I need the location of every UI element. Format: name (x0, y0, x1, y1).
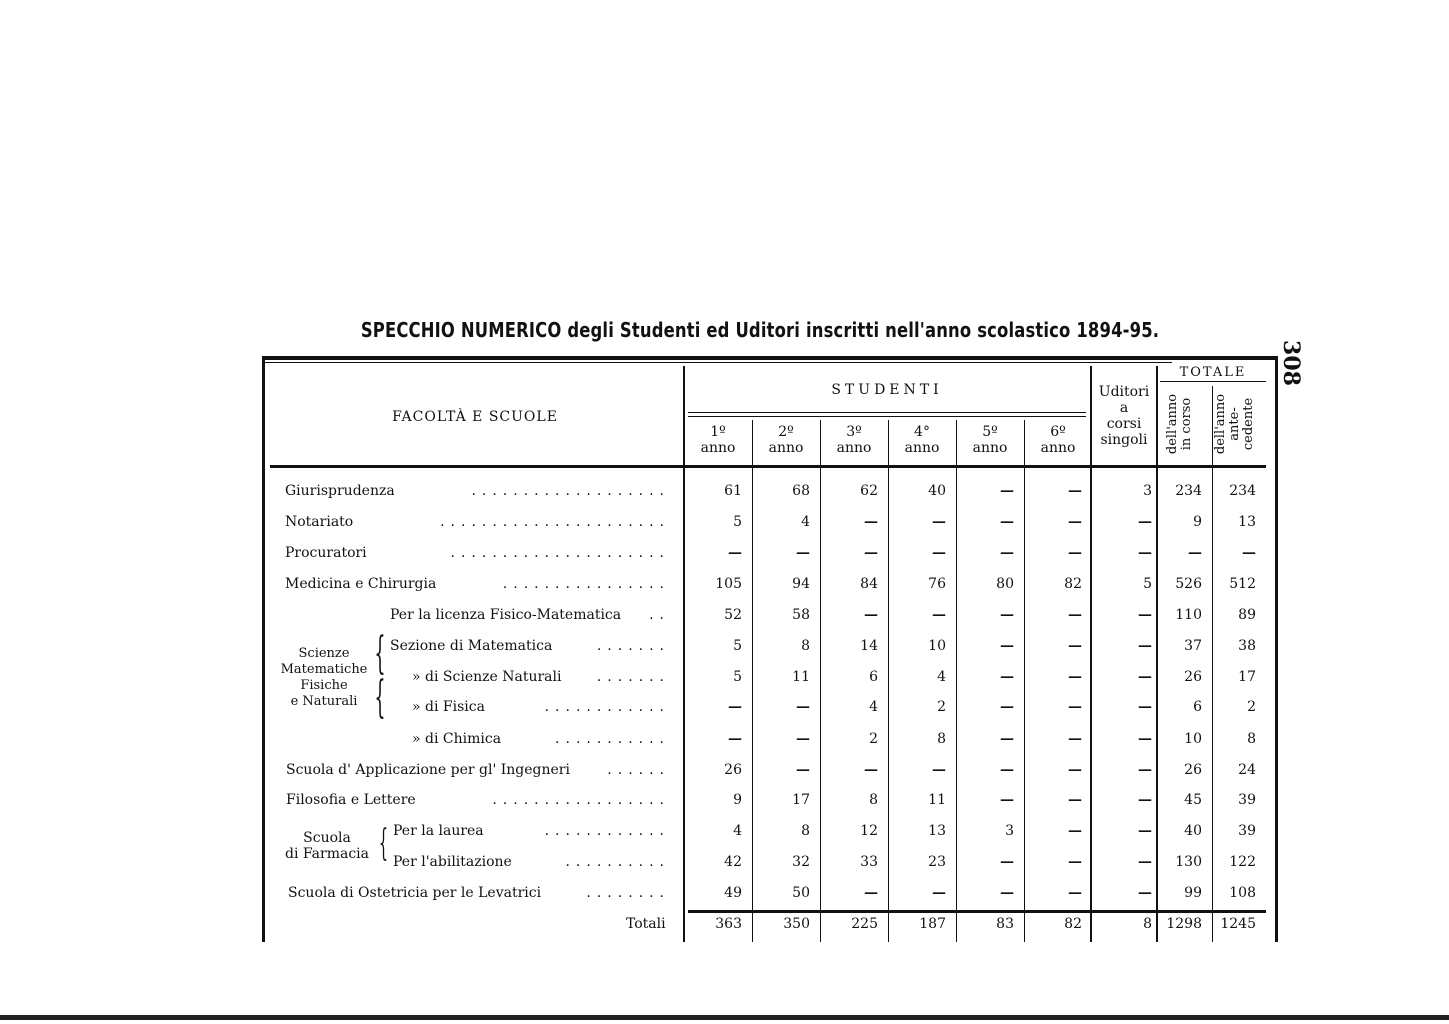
row-label (412, 699, 485, 715)
table-cell: 6 (869, 669, 878, 685)
table-cell: — (932, 762, 946, 778)
leader-dots: .. (649, 607, 670, 623)
row-label (285, 514, 353, 530)
header-totale-corso-line: in corso (1179, 397, 1194, 451)
header-facolta: FACOLTÀ E SCUOLE (392, 409, 558, 425)
year-header-line: anno (768, 440, 804, 456)
col-rule (1156, 366, 1158, 942)
year-header-line: 2º (778, 424, 794, 440)
table-cell: — (1068, 699, 1082, 715)
leader-dots: ........ (586, 885, 670, 901)
table-cell: 89 (1238, 607, 1256, 623)
leader-dots: ..................... (450, 545, 670, 561)
table-cell: 4 (869, 699, 878, 715)
table-cell: — (1000, 669, 1014, 685)
group-scienze-line: Fisiche (300, 678, 348, 693)
table-cell: 49 (724, 885, 742, 901)
row-label-text: Procuratori (285, 545, 367, 561)
table-cell: 45 (1184, 792, 1202, 808)
table-cell: 13 (928, 823, 946, 839)
col-rule (888, 420, 889, 942)
leader-dots: ............ (544, 823, 670, 839)
table-cell: 130 (1175, 854, 1202, 870)
leader-dots: ........... (555, 731, 670, 747)
brace-scienze-lower: { (374, 672, 386, 723)
table-cell: 40 (928, 483, 946, 499)
table-cell: — (1138, 514, 1152, 530)
header-rule (688, 416, 1086, 417)
year-header-line: 1º (710, 424, 726, 440)
table-cell: 13 (1238, 514, 1256, 530)
table-cell: — (1138, 607, 1152, 623)
table-cell: 3 (1005, 823, 1014, 839)
header-totale-corso (1166, 386, 1194, 462)
table-cell: — (1138, 762, 1152, 778)
table-cell: 14 (860, 638, 878, 654)
leader-dots: ............ (544, 699, 670, 715)
table-cell: 26 (1184, 762, 1202, 778)
totals-cell: 225 (851, 916, 878, 932)
year-header (890, 424, 954, 456)
totals-cell: 1298 (1166, 916, 1202, 932)
table-cell: — (932, 607, 946, 623)
table-cell: — (1068, 762, 1082, 778)
table-cell: — (1068, 545, 1082, 561)
page-bottom-rule (0, 1015, 1449, 1020)
table-cell: — (1000, 762, 1014, 778)
table-cell: 8 (937, 731, 946, 747)
table-cell: — (728, 545, 742, 561)
totals-cell: 363 (715, 916, 742, 932)
row-label-text: Per la laurea (393, 823, 484, 839)
row-label (285, 576, 436, 592)
col-rule (752, 420, 753, 942)
table-cell: — (1138, 545, 1152, 561)
table-cell: 58 (792, 607, 810, 623)
table-cell: 32 (792, 854, 810, 870)
table-cell: 68 (792, 483, 810, 499)
table-cell: — (1068, 669, 1082, 685)
table-cell: — (796, 699, 810, 715)
leader-dots: ................ (502, 576, 670, 592)
table-cell: — (1000, 514, 1014, 530)
brace-scienze-upper: { (374, 628, 386, 679)
table-cell: 94 (792, 576, 810, 592)
table-cell: — (796, 731, 810, 747)
leader-dots: ...................... (440, 514, 670, 530)
col-rule (820, 420, 821, 942)
row-label-text: » di Chimica (412, 731, 502, 747)
header-totale-corso-line: dell'anno (1165, 393, 1180, 455)
row-label (412, 731, 501, 747)
table-cell: — (1138, 699, 1152, 715)
brace-farmacia: { (378, 823, 389, 864)
row-label (286, 762, 570, 778)
page-number: 308 (1277, 340, 1304, 386)
table-cell: 82 (1064, 576, 1082, 592)
table-cell: — (1138, 731, 1152, 747)
table-cell: — (1000, 854, 1014, 870)
table-cell: 76 (928, 576, 946, 592)
table-cell: 512 (1229, 576, 1256, 592)
table-cell: — (1138, 885, 1152, 901)
row-label (285, 545, 367, 561)
table-cell: 80 (996, 576, 1014, 592)
table-cell: 24 (1238, 762, 1256, 778)
header-totale-ante (1214, 386, 1256, 462)
leader-dots: ...... (607, 762, 670, 778)
row-label-text: Medicina e Chirurgia (285, 576, 437, 592)
table-cell: 33 (860, 854, 878, 870)
table-cell: 4 (801, 514, 810, 530)
table-cell: 9 (733, 792, 742, 808)
header-uditori-line: a (1119, 400, 1129, 416)
table-cell: 38 (1238, 638, 1256, 654)
table-cell: 10 (1184, 731, 1202, 747)
table-cell: 99 (1184, 885, 1202, 901)
col-rule (1024, 420, 1025, 942)
table-cell: 8 (801, 823, 810, 839)
table-cell: 62 (860, 483, 878, 499)
table-cell: 17 (792, 792, 810, 808)
table-cell: — (728, 731, 742, 747)
year-header-line: 5º (982, 424, 998, 440)
table-cell: — (1068, 514, 1082, 530)
table-cell: 105 (715, 576, 742, 592)
col-rule (1212, 386, 1213, 942)
header-bottom-rule (270, 465, 1266, 468)
table-cell: — (1068, 731, 1082, 747)
table-cell: 50 (792, 885, 810, 901)
table-cell: — (932, 545, 946, 561)
year-header (1026, 424, 1090, 456)
table-cell: 234 (1229, 483, 1256, 499)
header-uditori (1092, 384, 1156, 448)
table-cell: — (1000, 792, 1014, 808)
header-rule (1160, 381, 1266, 382)
table-cell: — (864, 762, 878, 778)
year-header-line: 6º (1050, 424, 1066, 440)
table-cell: 40 (1184, 823, 1202, 839)
header-totale-ante-line: dell'anno (1213, 393, 1228, 455)
table-cell: — (1000, 607, 1014, 623)
totals-rule (688, 910, 1266, 913)
leader-dots: ....... (596, 638, 670, 654)
totals-label: Totali (626, 916, 666, 932)
row-label-text: » di Scienze Naturali (412, 669, 562, 685)
year-header-line: anno (1040, 440, 1076, 456)
col-rule (956, 420, 957, 942)
table-cell: 4 (937, 669, 946, 685)
table-cell: 8 (801, 638, 810, 654)
table-cell: 5 (733, 669, 742, 685)
table-cell: 37 (1184, 638, 1202, 654)
table-cell: 108 (1229, 885, 1256, 901)
table-cell: 52 (724, 607, 742, 623)
table-cell: 110 (1175, 607, 1202, 623)
header-totale-ante-line: cedente (1241, 397, 1256, 451)
table-cell: — (1138, 792, 1152, 808)
header-studenti: STUDENTI (831, 382, 943, 398)
table-cell: — (1138, 854, 1152, 870)
table-cell: — (932, 514, 946, 530)
year-header (958, 424, 1022, 456)
year-header (822, 424, 886, 456)
table-cell: 17 (1238, 669, 1256, 685)
totals-cell: 8 (1143, 916, 1152, 932)
table-cell: 84 (860, 576, 878, 592)
row-label-text: » di Fisica (412, 699, 485, 715)
table-cell: 23 (928, 854, 946, 870)
table-cell: — (1068, 885, 1082, 901)
table-cell: — (796, 545, 810, 561)
table-cell: — (1068, 483, 1082, 499)
header-totale: TOTALE (1179, 365, 1247, 380)
leader-dots: ................... (471, 483, 670, 499)
row-label-text: Per l'abilitazione (393, 854, 512, 870)
header-rule (688, 412, 1086, 413)
table-cell: — (1000, 483, 1014, 499)
table-cell: 9 (1193, 514, 1202, 530)
table-cell: 39 (1238, 792, 1256, 808)
table-cell: 3 (1143, 483, 1152, 499)
table-cell: 12 (860, 823, 878, 839)
table-cell: 39 (1238, 823, 1256, 839)
row-label-text: Scuola d' Applicazione per gl' Ingegneri (286, 762, 570, 778)
leader-dots: ................. (492, 792, 670, 808)
table-cell: 42 (724, 854, 742, 870)
row-label-text: Notariato (285, 514, 354, 530)
table-cell: 122 (1229, 854, 1256, 870)
table-cell: 2 (869, 731, 878, 747)
table-cell: 26 (724, 762, 742, 778)
year-header (686, 424, 750, 456)
page-title: SPECCHIO NUMERICO degli Studenti ed Uditori inscritti nell'anno scolastico 1894-95. (360, 318, 1160, 342)
group-farmacia-line: Scuola (303, 830, 351, 846)
table-cell: 5 (1143, 576, 1152, 592)
row-label (390, 607, 621, 623)
header-uditori-line: Uditori (1098, 384, 1150, 400)
header-uditori-line: corsi (1106, 416, 1142, 432)
table-cell: — (1138, 669, 1152, 685)
group-scienze-line: Scienze (298, 646, 350, 661)
table-cell: 8 (869, 792, 878, 808)
group-scienze-line: Matematiche (280, 662, 368, 677)
year-header-line: 3º (846, 424, 862, 440)
table-cell: 2 (1247, 699, 1256, 715)
table-cell: — (1188, 545, 1202, 561)
table-cell: 10 (928, 638, 946, 654)
year-header-line: anno (836, 440, 872, 456)
table-cell: 61 (724, 483, 742, 499)
table-cell: — (1068, 854, 1082, 870)
row-label-text: Per la licenza Fisico-Matematica (390, 607, 622, 623)
table-cell: 11 (928, 792, 946, 808)
leader-dots: ....... (596, 669, 670, 685)
table-cell: 526 (1175, 576, 1202, 592)
year-header-line: 4° (914, 424, 930, 440)
table-cell: — (1068, 607, 1082, 623)
row-label (288, 885, 541, 901)
table-cell: — (1000, 731, 1014, 747)
table-cell: 234 (1175, 483, 1202, 499)
row-label (393, 823, 484, 839)
table-cell: — (728, 699, 742, 715)
header-totale-ante-line: ante- (1227, 407, 1242, 441)
table-cell: 6 (1193, 699, 1202, 715)
table-cell: — (1068, 638, 1082, 654)
row-label (393, 854, 512, 870)
col-rule (1090, 366, 1092, 942)
table-cell: — (796, 762, 810, 778)
table-cell: — (932, 885, 946, 901)
year-header-line: anno (972, 440, 1008, 456)
table-cell: — (864, 885, 878, 901)
table-cell: — (1000, 699, 1014, 715)
year-header (754, 424, 818, 456)
table-cell: — (864, 545, 878, 561)
table-cell: — (1138, 823, 1152, 839)
table-cell: — (1242, 545, 1256, 561)
row-label (390, 638, 552, 654)
totals-cell: 1245 (1220, 916, 1256, 932)
table-cell: — (864, 607, 878, 623)
row-label-text: Scuola di Ostetricia per le Levatrici (288, 885, 542, 901)
group-farmacia-line: di Farmacia (285, 846, 369, 862)
leader-dots: .......... (565, 854, 670, 870)
table-cell: — (1068, 823, 1082, 839)
table-cell: — (1000, 885, 1014, 901)
group-farmacia-label (272, 830, 382, 862)
col-rule (683, 366, 685, 942)
table-cell: — (1138, 638, 1152, 654)
table-cell: — (1000, 638, 1014, 654)
row-label-text: Filosofia e Lettere (286, 792, 416, 808)
row-label-text: Giurisprudenza (285, 483, 395, 499)
group-scienze-label (272, 646, 376, 710)
table-cell: 5 (733, 514, 742, 530)
row-label (412, 669, 561, 685)
table-cell: 8 (1247, 731, 1256, 747)
table-cell: 4 (733, 823, 742, 839)
table-cell: — (1000, 545, 1014, 561)
row-label (285, 483, 395, 499)
table-cell: 11 (792, 669, 810, 685)
table-cell: 2 (937, 699, 946, 715)
table-cell: — (864, 514, 878, 530)
year-header-line: anno (904, 440, 940, 456)
year-header-line: anno (700, 440, 736, 456)
totals-cell: 83 (996, 916, 1014, 932)
row-label-text: Sezione di Matematica (390, 638, 553, 654)
table-cell: — (1068, 792, 1082, 808)
totals-cell: 82 (1064, 916, 1082, 932)
group-scienze-line: e Naturali (290, 694, 358, 709)
header-uditori-line: singoli (1100, 432, 1148, 448)
row-label (286, 792, 416, 808)
totals-cell: 187 (919, 916, 946, 932)
table-cell: 26 (1184, 669, 1202, 685)
table-cell: 5 (733, 638, 742, 654)
totals-cell: 350 (783, 916, 810, 932)
